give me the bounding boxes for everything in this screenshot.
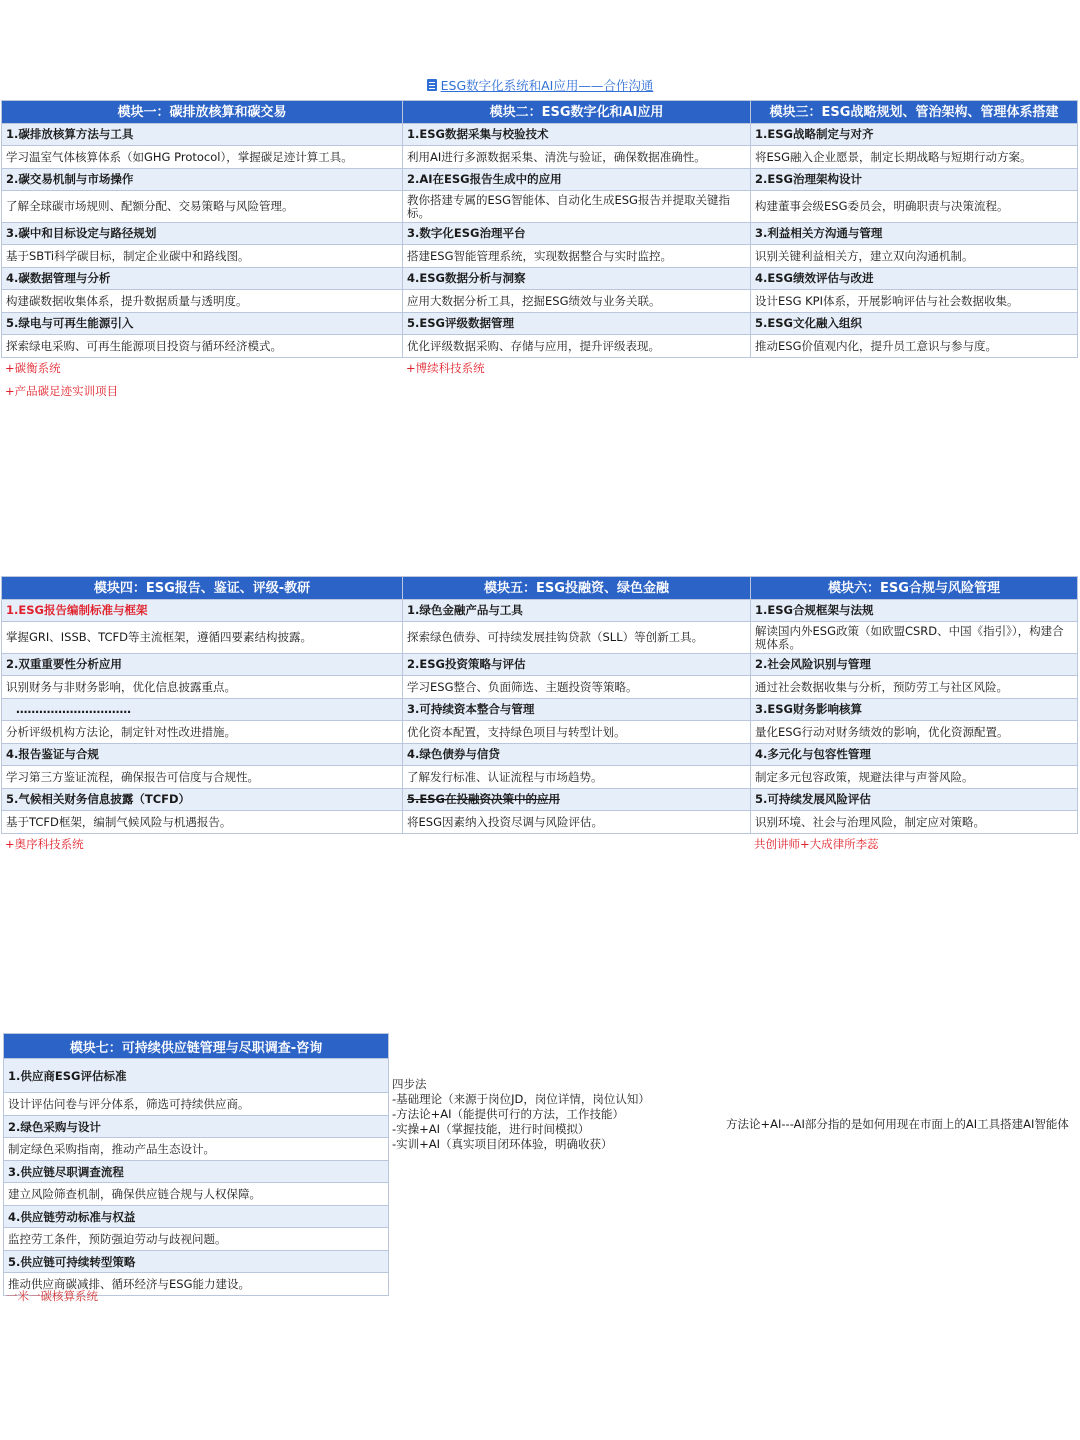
module-table-7: [3, 1033, 389, 1296]
module-table-2: [1, 576, 1078, 834]
topic-desc: 识别环境、社会与治理风险，制定应对策略。: [751, 811, 1078, 834]
topic-title: 5.供应链可持续转型策略: [4, 1251, 389, 1273]
topic-title: 2.ESG投资策略与评估: [403, 654, 751, 676]
column-header: 模块一：碳排放核算和碳交易: [2, 101, 403, 124]
topic-desc: 分析评级机构方法论，制定针对性改进措施。: [2, 721, 403, 744]
column-header: 模块三：ESG战略规划、管治架构、管理体系搭建: [751, 101, 1078, 124]
table-row: [2, 676, 1078, 699]
table-row: [4, 1228, 389, 1251]
document-link-title[interactable]: [0, 76, 1080, 94]
topic-desc: 制定多元包容政策，规避法律与声誉风险。: [751, 766, 1078, 789]
table-row: [2, 335, 1078, 358]
topic-title: 5.ESG文化融入组织: [751, 313, 1078, 335]
topic-desc: 探索绿电采购、可再生能源项目投资与循环经济模式。: [2, 335, 403, 358]
topic-title: 4.ESG数据分析与洞察: [403, 268, 751, 290]
topic-title: 4.供应链劳动标准与权益: [4, 1206, 389, 1228]
topic-desc: 优化评级数据采购、存储与应用，提升评级表现。: [403, 335, 751, 358]
table-row: [2, 744, 1078, 766]
topic-title: 1.绿色金融产品与工具: [403, 600, 751, 622]
topic-desc: 监控劳工条件，预防强迫劳动与歧视问题。: [4, 1228, 389, 1251]
system-note: 一米一碳核算系统: [6, 1289, 98, 1303]
table-header-row: [4, 1034, 389, 1059]
topic-title: 4.绿色债券与信贷: [403, 744, 751, 766]
table-row: [2, 313, 1078, 335]
topic-title: 4.ESG绩效评估与改进: [751, 268, 1078, 290]
column-header: 模块六：ESG合规与风险管理: [751, 577, 1078, 600]
table-row: [2, 124, 1078, 146]
table-row: [2, 223, 1078, 245]
system-note: +碳衡系统: [5, 361, 61, 375]
topic-desc: 学习ESG整合、负面筛选、主题投资等策略。: [403, 676, 751, 699]
topic-title: 4.多元化与包容性管理: [751, 744, 1078, 766]
title-text: ESG数字化系统和AI应用——合作沟通: [440, 78, 654, 93]
topic-title: 4.碳数据管理与分析: [2, 268, 403, 290]
table-row: [2, 146, 1078, 169]
topic-desc: 了解全球碳市场规则、配额分配、交易策略与风险管理。: [2, 191, 403, 223]
topic-title: 3.供应链尽职调查流程: [4, 1161, 389, 1183]
topic-desc: 利用AI进行多源数据采集、清洗与验证，确保数据准确性。: [403, 146, 751, 169]
topic-desc: 学习温室气体核算体系（如GHG Protocol），掌握碳足迹计算工具。: [2, 146, 403, 169]
topic-desc: 了解发行标准、认证流程与市场趋势。: [403, 766, 751, 789]
system-note: +奥序科技系统: [5, 837, 84, 851]
topic-title: [403, 789, 751, 811]
topic-title: 3.利益相关方沟通与管理: [751, 223, 1078, 245]
topic-title: 5.可持续发展风险评估: [751, 789, 1078, 811]
topic-title: 2.社会风险识别与管理: [751, 654, 1078, 676]
topic-desc: 构建董事会级ESG委员会，明确职责与决策流程。: [751, 191, 1078, 223]
lecturer-note: 共创讲师+大成律所李蕊: [754, 837, 879, 851]
table-row: [2, 789, 1078, 811]
table-row: [4, 1251, 389, 1273]
table-row: [4, 1206, 389, 1228]
column-header: 模块七：可持续供应链管理与尽职调查-咨询: [4, 1034, 389, 1059]
column-header: 模块二：ESG数字化和AI应用: [403, 101, 751, 124]
table-row: [4, 1138, 389, 1161]
topic-title: 4.报告鉴证与合规: [2, 744, 403, 766]
column-header: 模块四：ESG报告、鉴证、评级-教研: [2, 577, 403, 600]
steps-title: 四步法: [392, 1077, 427, 1091]
column-header: 模块五：ESG投融资、绿色金融: [403, 577, 751, 600]
topic-title: 2.ESG治理架构设计: [751, 169, 1078, 191]
topic-desc: 构建碳数据收集体系，提升数据质量与透明度。: [2, 290, 403, 313]
topic-desc: 通过社会数据收集与分析，预防劳工与社区风险。: [751, 676, 1078, 699]
topic-title: 1.ESG战略制定与对齐: [751, 124, 1078, 146]
topic-desc: 设计ESG KPI体系，开展影响评估与社会数据收集。: [751, 290, 1078, 313]
table-row: [2, 191, 1078, 223]
topic-title: 5.ESG评级数据管理: [403, 313, 751, 335]
topic-desc: 识别关键利益相关方，建立双向沟通机制。: [751, 245, 1078, 268]
table-row: [2, 766, 1078, 789]
table-row: [4, 1161, 389, 1183]
struck-title: 5.ESG在投融资决策中的应用: [407, 792, 560, 806]
table-header-row: [2, 101, 1078, 124]
topic-title: 2.AI在ESG报告生成中的应用: [403, 169, 751, 191]
topic-title: …………………………: [2, 699, 403, 721]
topic-title: 2.绿色采购与设计: [4, 1116, 389, 1138]
table-row: [2, 699, 1078, 721]
topic-desc: 设计评估问卷与评分体系，筛选可持续供应商。: [4, 1093, 389, 1116]
table-row: [2, 654, 1078, 676]
topic-desc: 解读国内外ESG政策（如欧盟CSRD、中国《指引》），构建合规体系。: [751, 622, 1078, 654]
topic-title: 3.数字化ESG治理平台: [403, 223, 751, 245]
step-item: -方法论+AI（能提供可行的方法，工作技能）: [392, 1107, 625, 1121]
table-row: [2, 600, 1078, 622]
project-note: +产品碳足迹实训项目: [5, 384, 119, 398]
step-item: -基础理论（来源于岗位JD，岗位详情，岗位认知）: [392, 1092, 650, 1106]
topic-title: 1.ESG报告编制标准与框架: [2, 600, 403, 622]
table-row: [4, 1093, 389, 1116]
topic-desc: 制定绿色采购指南，推动产品生态设计。: [4, 1138, 389, 1161]
table-header-row: [2, 577, 1078, 600]
topic-desc: 优化资本配置，支持绿色项目与转型计划。: [403, 721, 751, 744]
topic-desc: 将ESG融入企业愿景，制定长期战略与短期行动方案。: [751, 146, 1078, 169]
topic-desc: 基于SBTi科学碳目标，制定企业碳中和路线图。: [2, 245, 403, 268]
topic-desc: 应用大数据分析工具，挖掘ESG绩效与业务关联。: [403, 290, 751, 313]
topic-desc: 基于TCFD框架，编制气候风险与机遇报告。: [2, 811, 403, 834]
document-icon: [427, 79, 437, 91]
topic-desc: 将ESG因素纳入投资尽调与风险评估。: [403, 811, 751, 834]
topic-desc: 学习第三方鉴证流程，确保报告可信度与合规性。: [2, 766, 403, 789]
table-row: [2, 721, 1078, 744]
system-note: +博续科技系统: [406, 361, 485, 375]
topic-desc: 量化ESG行动对财务绩效的影响，优化资源配置。: [751, 721, 1078, 744]
topic-desc: 掌握GRI、ISSB、TCFD等主流框架，遵循四要素结构披露。: [2, 622, 403, 654]
table-row: [2, 811, 1078, 834]
topic-title: 1.供应商ESG评估标准: [4, 1059, 389, 1093]
table-row: [2, 268, 1078, 290]
topic-title: 2.碳交易机制与市场操作: [2, 169, 403, 191]
topic-title: 2.双重重要性分析应用: [2, 654, 403, 676]
topic-title: 3.碳中和目标设定与路径规划: [2, 223, 403, 245]
step-item: -实训+AI（真实项目闭环体验，明确收获）: [392, 1137, 613, 1151]
module-table-1: [1, 100, 1078, 358]
topic-desc: 探索绿色债券、可持续发展挂钩贷款（SLL）等创新工具。: [403, 622, 751, 654]
topic-title: 5.绿电与可再生能源引入: [2, 313, 403, 335]
table-row: [4, 1059, 389, 1093]
topic-desc: 教你搭建专属的ESG智能体、自动化生成ESG报告并提取关键指标。: [403, 191, 751, 223]
topic-desc: 推动供应商碳减排、循环经济与ESG能力建设。: [4, 1273, 389, 1296]
topic-title: 5.气候相关财务信息披露（TCFD）: [2, 789, 403, 811]
step-item: -实操+AI（掌握技能，进行时间模拟）: [392, 1122, 590, 1136]
topic-desc: 推动ESG价值观内化，提升员工意识与参与度。: [751, 335, 1078, 358]
table-row: [2, 622, 1078, 654]
table-row: [2, 245, 1078, 268]
topic-desc: 搭建ESG智能管理系统，实现数据整合与实时监控。: [403, 245, 751, 268]
topic-title: 3.ESG财务影响核算: [751, 699, 1078, 721]
topic-desc: 识别财务与非财务影响，优化信息披露重点。: [2, 676, 403, 699]
four-step-method: [392, 1077, 650, 1152]
table-row: [2, 290, 1078, 313]
topic-desc: 建立风险筛查机制，确保供应链合规与人权保障。: [4, 1183, 389, 1206]
table-row: [4, 1116, 389, 1138]
table-row: [4, 1183, 389, 1206]
topic-title: 3.可持续资本整合与管理: [403, 699, 751, 721]
topic-title: 1.ESG数据采集与校验技术: [403, 124, 751, 146]
method-ai-note: 方法论+AI---AI部分指的是如何用现在市面上的AI工具搭建AI智能体: [726, 1117, 1069, 1131]
table-row: [2, 169, 1078, 191]
topic-title: 1.ESG合规框架与法规: [751, 600, 1078, 622]
topic-title: 1.碳排放核算方法与工具: [2, 124, 403, 146]
